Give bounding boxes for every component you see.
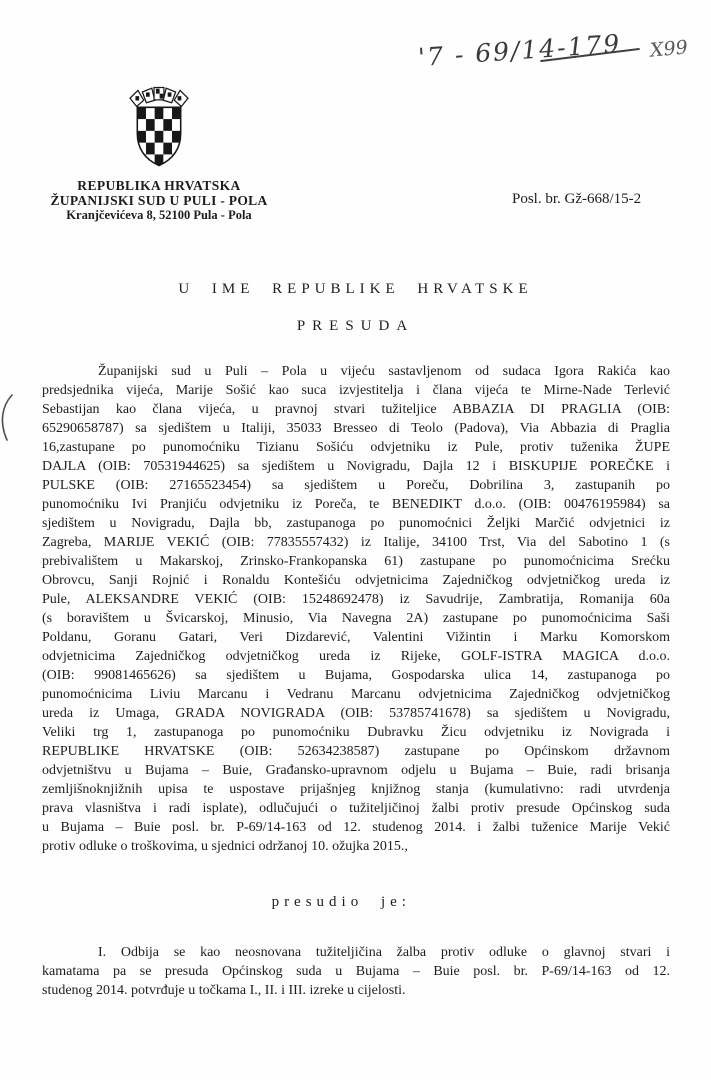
intro-line: prava vlasništva i radi isplate), odlučujući o tužiteljičinoj žalbi protiv presude Općinskog suda — [42, 801, 670, 816]
intro-line: DAJLA (OIB: 70531944625) sa sjedištem u Novigradu, Dajla 12 i BISKUPIJE POREČKE i — [42, 459, 670, 474]
judgment-intro-paragraph — [42, 362, 670, 856]
intro-line: Županijski sud u Puli – Pola u vijeću sastavljenom od sudaca Igora Rakića kao — [98, 364, 670, 379]
croatian-coat-of-arms-icon — [128, 86, 190, 172]
intro-line: punomoćnicima Liviu Marcanu i Vedranu Marcanu odvjetnicima Zajedničkog odvjetničkog — [42, 687, 670, 702]
intro-line: 16,zastupane po punomoćniku Tizianu Sošiću odvjetniku iz Pule, protiv tuženika ŽUPE — [42, 440, 670, 455]
court-name: ŽUPANIJSKI SUD U PULI - POLA — [50, 193, 268, 208]
court-letterhead — [28, 86, 290, 222]
intro-line: Veliki trg 1, zastupanoga po punomoćniku Dubravku Žicu odvjetniku iz Novigrada i — [42, 725, 670, 740]
case-number: Posl. br. Gž-668/15-2 — [512, 191, 642, 207]
court-address: Kranjčevićeva 8, 52100 Pula - Pola — [66, 208, 252, 222]
intro-line: Pule, ALEKSANDRE VEKIĆ (OIB: 15248692478) iz Savudrije, Zambratija, Romanija 60a — [42, 592, 670, 607]
intro-line: u Bujama – Buie posl. br. P-69/14-163 od 12. studenog 2014. i žalbi tuženice Marije Vekić — [42, 820, 670, 835]
intro-line: prebivalištem u Makarskoj, Zrinsko-Frankopanska 61) zastupane po punomoćnicima Srećku — [42, 554, 670, 569]
intro-line: Zagreba, MARIJE VEKIĆ (OIB: 77835557432) iz Italije, 34100 Trst, Via del Sabotino 1 (s — [42, 535, 670, 550]
intro-line: predsjednika vijeća, Marije Sošić kao suca izvjestitelja i člana vijeća te Mirne-Nade Terlević — [42, 383, 670, 398]
intro-line: sjedištem u Novigradu, Dajla bb, zastupanoga po punomoćnici Željki Marčić odvjetnici iz — [42, 516, 670, 531]
court-country-name: REPUBLIKA HRVATSKA — [77, 178, 241, 193]
verdict-line: studenog 2014. potvrđuje u točkama I., II. i III. izreke u cijelosti. — [42, 983, 406, 998]
intro-line: (OIB: 99081465626) sa sjedištem u Bujama, Gospodarska ulica 14, zastupanoga po — [42, 668, 670, 683]
verdict-line: I. Odbija se kao neosnovana tužiteljičina žalba protiv odluke o glavnoj stvari i — [98, 945, 670, 960]
verdict-paragraph — [42, 943, 670, 1000]
intro-line: punomoćniku Ivi Pranjiću odvjetniku iz Poreča, te BENEDIKT d.o.o. (OIB: 00476195984) sa — [42, 497, 670, 512]
handwritten-page-mark: X99 — [649, 36, 689, 62]
margin-pen-mark — [0, 392, 17, 444]
handwritten-case-note: '7 - 69/14-179 — [417, 28, 623, 73]
intro-line: ureda iz Umaga, GRADA NOVIGRADA (OIB: 53785741678) sa sjedištem u Novigradu, — [42, 706, 670, 721]
intro-line: PULSKE (OIB: 27165523454) sa sjedištem u Poreču, Dobrilina 3, zastupanih po — [42, 478, 670, 493]
judgment-title: PRESUDA — [296, 318, 415, 334]
verdict-line: kamatama pa se presuda Općinskog suda u Bujama – Buie posl. br. P-69/14-163 od 12. — [42, 964, 670, 979]
intro-line: REPUBLIKE HRVATSKE (OIB: 52634238587) zastupane po Općinskom državnom — [42, 744, 670, 759]
intro-line: odvjetništvu u Bujama – Buie, Građansko-upravnom odjelu u Bujama – Buie, radi brisanja — [42, 763, 670, 778]
verdict-heading: presudio je: — [271, 894, 411, 910]
intro-line: zemljišnoknjižnih upisa te uspostave prijašnjeg knjižnog stanja (kumulativno: radi utvrdenja — [42, 782, 670, 797]
intro-line: protiv odluke o troškovima, u sjednici održanoj 10. ožujka 2015., — [42, 839, 408, 854]
intro-line: Obrovcu, Sanji Rojnić i Ronaldu Kontešiću odvjetnicima Zajedničkog odvjetničkog ureda iz — [42, 573, 670, 588]
in-the-name-title: U IME REPUBLIKE HRVATSKE — [178, 281, 533, 297]
intro-line: Poldanu, Goranu Gatari, Veri Dizdarević, Valentini Vižintin i Marku Komorskom — [42, 630, 670, 645]
intro-line: odvjetnicima Zajedničkog odvjetničkog ureda iz Rijeke, GOLF-ISTRA MAGICA d.o.o. — [42, 649, 670, 664]
intro-line: Sebastijan kao člana vijeća, u pravnoj stvari tužiteljice ABBAZIA DI PRAGLIA (OIB: — [42, 402, 670, 417]
intro-line: 65290658787) sa sjedištem u Italiji, 35033 Bresseo di Teolo (Padova), Via Abbazia di Praglia — [42, 421, 670, 436]
intro-line: (s boravištem u Švicarskoj, Minusio, Via Navegna 2A) zastupane po punomoćnicima Saši — [42, 611, 670, 626]
